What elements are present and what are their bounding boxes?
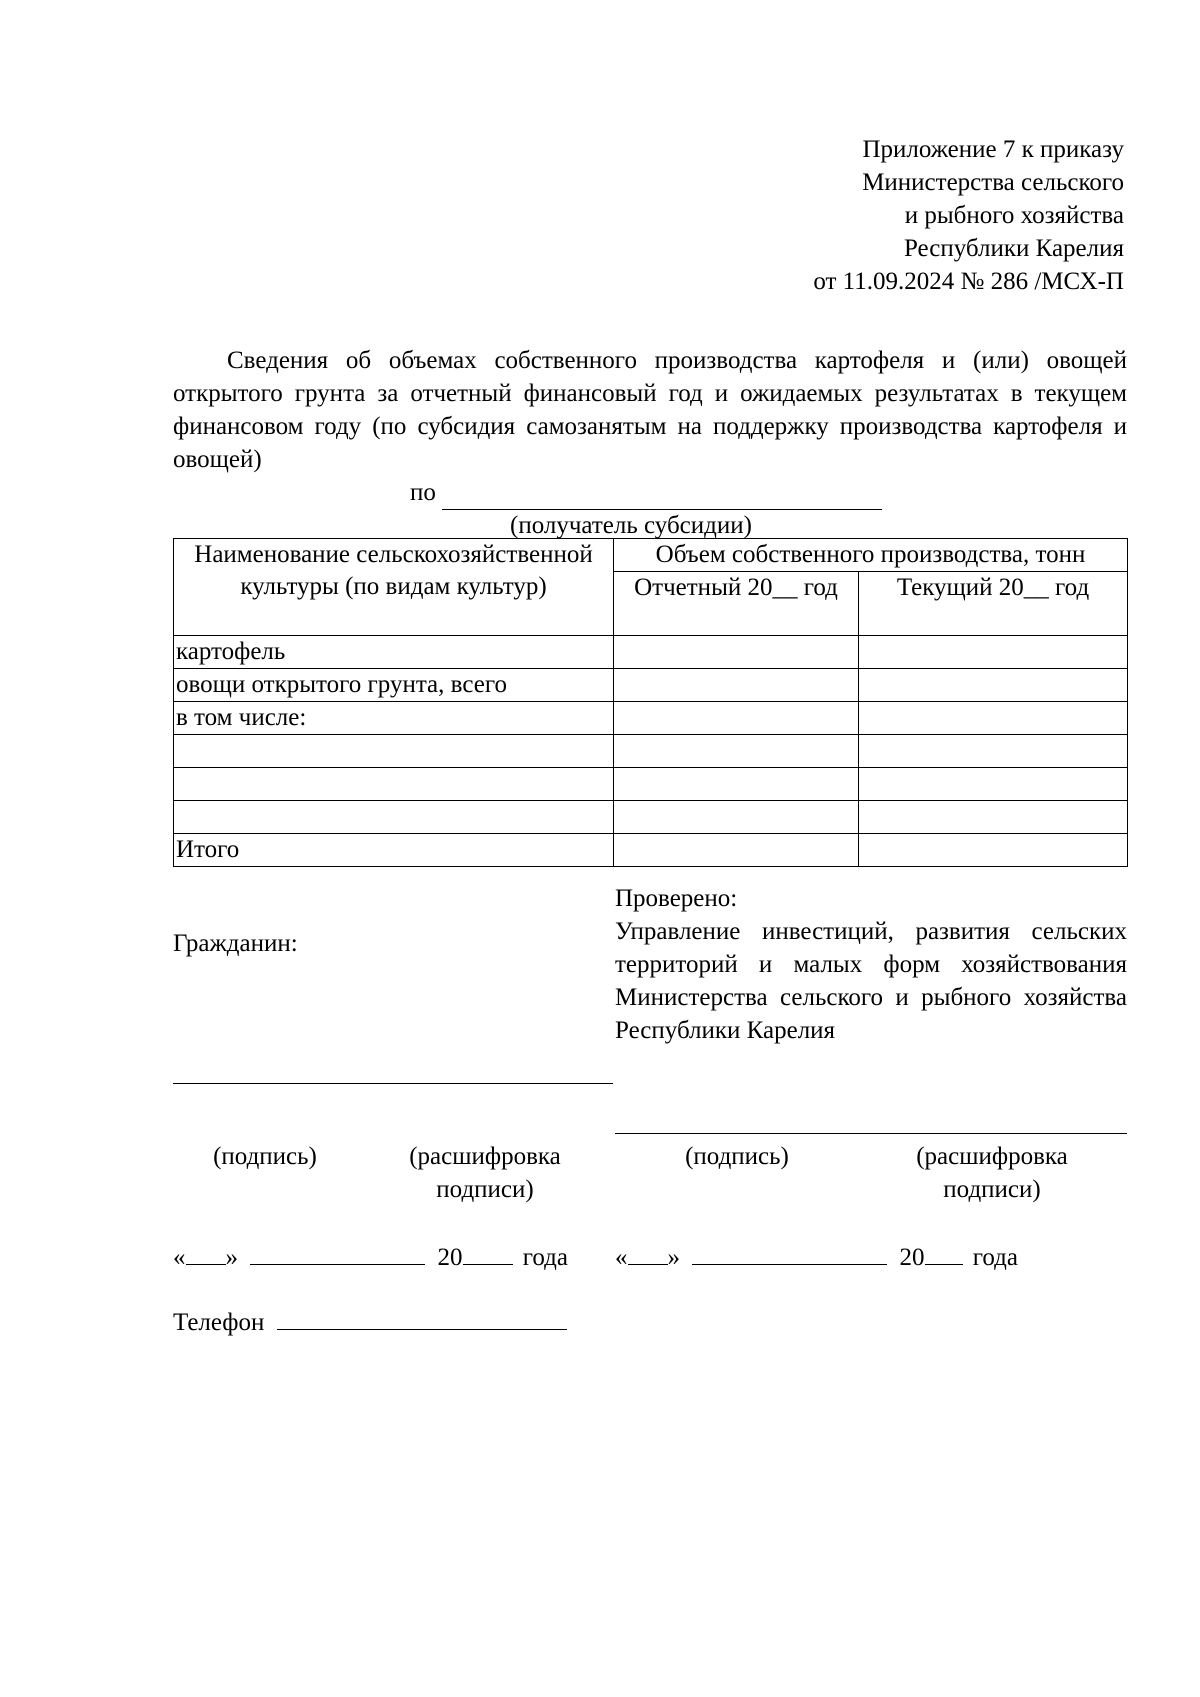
reported-cell[interactable] (614, 735, 859, 768)
reported-cell[interactable] (614, 669, 859, 702)
checked-authority: Управление инвестиций, развития сельских территорий и малых форм хозяйствования Министерства сельского и рыбного хозяйства Республики Карелия (615, 918, 1127, 1044)
row-label[interactable] (174, 768, 614, 801)
quote-close: » (667, 1244, 680, 1271)
citizen-label: Гражданин: (173, 930, 298, 957)
phone-label: Телефон (173, 1309, 265, 1336)
row-label[interactable] (174, 801, 614, 834)
current-cell[interactable] (859, 702, 1128, 735)
official-date (615, 1240, 1018, 1275)
appendix-header (813, 133, 1124, 298)
title-text: Сведения об объемах собственного производства картофеля и (или) овощей открытого грунта за отчетный финансовый год и ожидаемых результатах в текущем финансовом году (по субсидия самозанятым на поддержку производства картофеля и овощей) (173, 347, 1127, 473)
year-field[interactable] (463, 1240, 513, 1265)
recipient-line (410, 477, 882, 510)
quote-open: « (173, 1244, 186, 1271)
table-row (174, 702, 1128, 735)
checked-block (615, 882, 1127, 1047)
current-cell[interactable] (859, 669, 1128, 702)
production-table (173, 538, 1128, 867)
volume-header: Объем собственного производства, тонн (614, 539, 1128, 572)
row-label[interactable] (174, 735, 614, 768)
reported-cell[interactable] (614, 636, 859, 669)
recipient-note: (получатель субсидии) (510, 512, 752, 539)
official-decode-caption: (расшифровка подписи) (916, 1143, 1068, 1203)
citizen-decode-caption: (расшифровка подписи) (409, 1143, 561, 1203)
checked-label: Проверено: (615, 885, 738, 912)
crop-name-header: Наименование сельскохозяйственной культуры (по видам культур) (174, 539, 614, 636)
current-cell[interactable] (859, 735, 1128, 768)
table-row (174, 834, 1128, 867)
quote-close: » (225, 1244, 238, 1271)
quote-open: « (615, 1244, 628, 1271)
official-sign-caption: (подпись) (685, 1143, 789, 1170)
row-label: картофель (174, 636, 614, 669)
current-year-header: Текущий 20__ год (859, 572, 1128, 636)
reported-year-header: Отчетный 20__ год (614, 572, 859, 636)
phone-row (173, 1305, 567, 1340)
row-label: в том числе: (174, 702, 614, 735)
official-signature-line[interactable] (615, 1133, 1127, 1134)
year-prefix: 20 (437, 1244, 463, 1271)
citizen-sign-caption: (подпись) (213, 1143, 317, 1170)
table-row (174, 636, 1128, 669)
citizen-date (173, 1240, 568, 1275)
table-row (174, 768, 1128, 801)
table-row (174, 735, 1128, 768)
table-row (174, 801, 1128, 834)
reported-cell[interactable] (614, 834, 859, 867)
recipient-prefix: по (410, 479, 436, 506)
reported-cell[interactable] (614, 801, 859, 834)
citizen-signature-line[interactable] (173, 1083, 613, 1084)
reported-cell[interactable] (614, 768, 859, 801)
total-label: Итого (174, 834, 614, 867)
header-line: и рыбного хозяйства (904, 202, 1124, 229)
year-prefix: 20 (899, 1244, 925, 1271)
current-cell[interactable] (859, 768, 1128, 801)
day-field[interactable] (628, 1240, 668, 1265)
month-field[interactable] (250, 1240, 425, 1265)
current-cell[interactable] (859, 834, 1128, 867)
month-field[interactable] (692, 1240, 887, 1265)
year-field[interactable] (925, 1240, 963, 1265)
phone-field[interactable] (277, 1305, 567, 1330)
recipient-field[interactable] (442, 482, 882, 510)
document-title (173, 344, 1127, 476)
day-field[interactable] (186, 1240, 226, 1265)
header-line: Приложение 7 к приказу (862, 136, 1124, 163)
header-line: Министерства сельского (862, 169, 1124, 196)
current-cell[interactable] (859, 636, 1128, 669)
year-suffix: года (522, 1244, 568, 1271)
reported-cell[interactable] (614, 702, 859, 735)
header-line: от 11.09.2024 № 286 /МСХ-П (813, 268, 1124, 295)
header-line: Республики Карелия (903, 235, 1124, 262)
row-label: овощи открытого грунта, всего (174, 669, 614, 702)
table-row (174, 669, 1128, 702)
year-suffix: года (972, 1244, 1018, 1271)
current-cell[interactable] (859, 801, 1128, 834)
